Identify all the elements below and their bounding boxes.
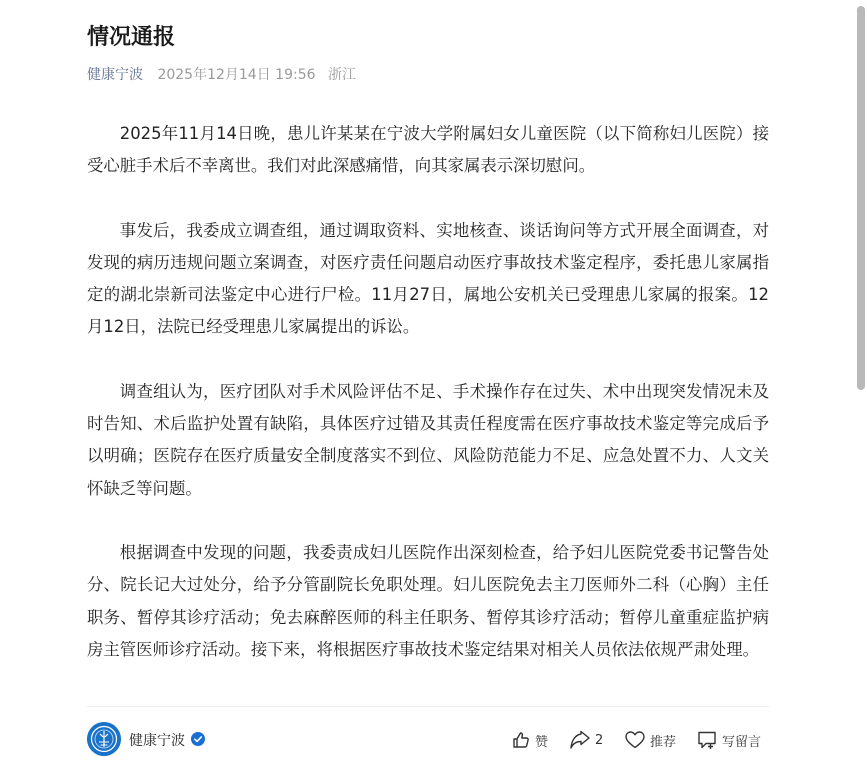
recommend-button[interactable] — [624, 728, 676, 752]
publish-date: 2025年12月14日 19:56 — [157, 67, 316, 83]
like-button[interactable] — [511, 728, 548, 752]
share-button[interactable] — [569, 728, 603, 752]
recommend-label: 推荐 — [650, 734, 677, 750]
share-count: 2 — [595, 732, 604, 748]
author-link[interactable]: 健康宁波 — [87, 67, 143, 83]
share-icon — [569, 730, 591, 750]
heart-icon — [624, 730, 646, 750]
scrollbar-thumb[interactable] — [857, 6, 865, 390]
paragraph: 根据调查中发现的问题，我委责成妇儿医院作出深刻检查，给予妇儿医院党委书记警告处分、院长记大过处分，给予分管副院长免职处理。妇儿医院免去主刀医师外二科（心胸）主任职务、暂停其诊疗活动；免去麻醉医师的科主任职务、暂停其诊疗活动；暂停儿童重症监护病房主管医师诊疗活动。接下来，将根据医疗事故技术鉴定结果对相关人员依法依规严肃处理。 — [87, 542, 769, 659]
comment-button[interactable] — [696, 728, 761, 752]
paragraph: 2025年11月14日晚，患儿许某某在宁波大学附属妇女儿童医院（以下简称妇儿医院）接受心脏手术后不幸离世。我们对此深感痛惜，向其家属表示深切慰问。 — [87, 124, 769, 176]
article-title: 情况通报 — [87, 25, 176, 50]
thumbs-up-icon — [511, 730, 531, 750]
account-avatar[interactable] — [87, 722, 121, 756]
emblem-icon — [87, 722, 121, 756]
paragraph: 调查组认为，医疗团队对手术风险评估不足、手术操作存在过失、术中出现突发情况未及时告知、术后监护处置有缺陷，具体医疗过错及其责任程度需在医疗事故技术鉴定等完成后予以明确；医院存在医疗质量安全制度落实不到位、风险防范能力不足、应急处置不力、人文关怀缺乏等问题。 — [87, 381, 769, 498]
scrollbar[interactable] — [855, 0, 867, 772]
account-name[interactable]: 健康宁波 — [129, 733, 185, 749]
paragraph: 事发后，我委成立调查组，通过调取资料、实地核查、谈话询问等方式开展全面调查，对发现的病历违规问题立案调查，对医疗责任问题启动医疗事故技术鉴定程序，委托患儿家属指定的湖北崇新司法鉴定中心进行尸检。11月27日，属地公安机关已受理患儿家属的报案。12月12日，法院已经受理患儿家属提出的诉讼。 — [87, 220, 769, 337]
verified-icon — [191, 732, 205, 746]
publish-location: 浙江 — [327, 67, 356, 83]
footer-divider — [87, 706, 769, 707]
like-label: 赞 — [535, 734, 549, 750]
article-footer — [87, 722, 769, 758]
article-meta — [87, 64, 356, 84]
article-body — [87, 118, 769, 698]
comment-icon — [696, 730, 718, 750]
comment-label: 写留言 — [722, 734, 762, 750]
